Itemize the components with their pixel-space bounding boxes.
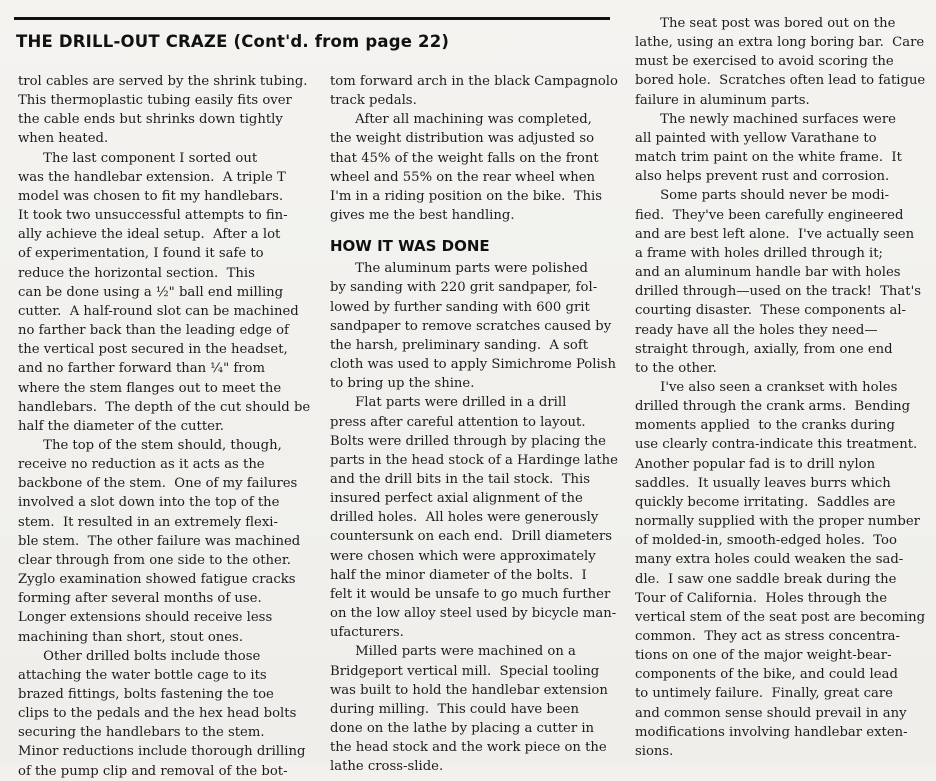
text-line: I've also seen a crankset with holes [635,379,898,395]
text-line: of molded-in, smooth-edged holes. Too [635,533,897,549]
text-line: stem. It resulted in an extremely flexi- [18,514,278,530]
text-line: a frame with holes drilled through it; [635,245,883,261]
text-line: the harsh, preliminary sanding. A soft [330,337,588,353]
text-line: Minor reductions include thorough drilling [18,744,306,760]
text-line: the cable ends but shrinks down tightly [18,112,283,128]
text-line: gives me the best handling. [330,208,515,224]
column-2-text-top [330,72,625,225]
text-line: and are best left alone. I've actually seen [635,226,915,242]
text-line: of the pump clip and removal of the bot- [18,763,288,779]
text-line: must be exercised to avoid scoring the [635,54,894,70]
text-line: can be done using a ½" ball end milling [18,284,284,300]
text-line: of experimentation, I found it safe to [18,246,264,262]
text-line: forming after several months of use. [18,591,262,607]
text-line: machining than short, stout ones. [18,629,244,645]
text-line: the weight distribution was adjusted so [330,131,595,147]
text-line: tom forward arch in the black Campagnolo [330,74,618,89]
text-line: It took two unsuccessful attempts to fin- [18,208,288,224]
text-line: on the low alloy steel used by bicycle man- [330,606,617,622]
text-line: were chosen which were approximately [330,548,596,564]
text-line: The aluminum parts were polished [330,261,588,277]
text-line: After all machining was completed, [330,112,592,128]
text-line: tions on one of the major weight-bear- [635,648,892,664]
text-line: involved a slot down into the top of the [18,495,280,511]
text-line: felt it would be unsafe to go much further [330,586,611,602]
text-line: This thermoplastic tubing easily fits over [18,93,292,109]
text-line: Other drilled bolts include those [18,648,261,664]
text-line: Another popular fad is to drill nylon [635,456,876,472]
text-line: The last component I sorted out [18,150,258,166]
text-line: match trim paint on the white frame. It [635,150,902,166]
text-line: The top of the stem should, though, [18,437,282,453]
text-line: lowed by further sanding with 600 grit [330,299,590,315]
text-line: modifications involving handlebar exten- [635,724,908,740]
text-line: backbone of the stem. One of my failures [18,476,298,492]
text-line: no farther back than the leading edge of [18,323,289,339]
text-line: normally supplied with the proper number [635,514,920,530]
text-line: common. They act as stress concentra- [635,629,900,644]
text-line: vertical stem of the seat post are becoming [635,609,926,625]
text-line: courting disaster. These components al- [635,303,907,319]
text-line: parts in the head stock of a Hardinge lathe [330,452,618,468]
text-line: drilled holes. All holes were generously [330,510,599,526]
text-line: attaching the water bottle cage to its [18,667,267,683]
text-column-1 [18,72,318,781]
text-line: Flat parts were drilled in a drill [330,395,567,411]
text-line: clips to the pedals and the hex head bolts [18,706,297,722]
text-line: clear through from one side to the other. [18,552,291,568]
text-line: that 45% of the weight falls on the front [330,150,599,166]
text-line: The seat post was bored out on the [635,16,896,31]
text-line: dle. I saw one saddle break during the [635,571,897,587]
text-line: was the handlebar extension. A triple T [18,169,286,185]
text-line: lathe cross-slide. [330,759,444,775]
text-line: ufacturers. [330,625,404,641]
text-line: drilled through the crank arms. Bending [635,399,911,415]
text-line: bored hole. Scratches often lead to fatigue [635,73,926,89]
text-line: cutter. A half-round slot can be machined [18,303,299,319]
text-line: components of the bike, and could lead [635,667,898,683]
text-line: Milled parts were machined on a [330,644,576,660]
text-line: all painted with yellow Varathane to [635,130,877,146]
text-line: quickly become irritating. Saddles are [635,494,896,510]
text-line: and the drill bits in the tail stock. This [330,471,591,487]
text-line: and common sense should prevail in any [635,705,907,721]
text-line: ready have all the holes they need— [635,322,878,338]
article-headline: THE DRILL-OUT CRAZE (Cont'd. from page 22) [16,32,450,51]
text-line: Zyglo examination showed fatigue cracks [18,572,296,588]
text-line: lathe, using an extra long boring bar. Care [635,35,925,51]
text-line: to the other. [635,360,717,376]
text-line: trol cables are served by the shrink tubing. [18,74,308,89]
text-line: to bring up the shine. [330,376,475,392]
text-line: handlebars. The depth of the cut should be [18,399,311,415]
text-line: wheel and 55% on the rear wheel when [330,169,596,185]
text-line: the head stock and the work piece on the [330,740,607,756]
text-line: use clearly contra-indicate this treatment. [635,437,918,453]
text-line: sions. [635,743,674,759]
text-line: ble stem. The other failure was machined [18,533,301,549]
text-line: fied. They've been carefully engineered [635,207,904,223]
text-line: done on the lathe by placing a cutter in [330,721,595,736]
text-line: and an aluminum handle bar with holes [635,265,901,281]
text-column-3 [635,14,931,761]
text-line: drilled through—used on the track! That's [635,284,921,300]
column-2-text-bottom [330,259,625,776]
text-line: Tour of California. Holes through the [635,590,888,606]
text-line: to untimely failure. Finally, great care [635,686,893,702]
text-line: The newly machined surfaces were [635,111,896,127]
text-line: sandpaper to remove scratches caused by [330,318,612,334]
text-line: insured perfect axial alignment of the [330,491,583,507]
text-line: Bridgeport vertical mill. Special tooling [330,663,600,679]
header-rule [14,17,610,20]
text-line: receive no reduction as it acts as the [18,457,265,473]
text-line: also helps prevent rust and corrosion. [635,169,890,185]
text-line: during milling. This could have been [330,701,579,717]
text-line: by sanding with 220 grit sandpaper, fol- [330,280,598,296]
text-line: press after careful attention to layout. [330,414,586,430]
text-line: brazed fittings, bolts fastening the toe [18,687,274,702]
text-line: countersunk on each end. Drill diameters [330,529,613,545]
text-line: saddles. It usually leaves burrs which [635,475,891,491]
text-line: where the stem flanges out to meet the [18,380,282,396]
text-line: cloth was used to apply Simichrome Polish [330,357,616,373]
section-subhead: HOW IT WAS DONE [330,237,490,256]
text-line: straight through, axially, from one end [635,341,893,357]
text-line: Bolts were drilled through by placing the [330,433,606,449]
text-line: Longer extensions should receive less [18,610,273,626]
text-line: failure in aluminum parts. [635,92,810,108]
text-column-2 [330,72,625,776]
text-line: half the minor diameter of the bolts. I [330,567,587,583]
text-line: model was chosen to fit my handlebars. [18,188,284,204]
text-line: securing the handlebars to the stem. [18,725,265,741]
text-line: when heated. [18,131,109,147]
text-line: many extra holes could weaken the sad- [635,552,904,568]
text-line: reduce the horizontal section. This [18,265,255,281]
text-line: ally achieve the ideal setup. After a lot [18,227,281,243]
text-line: the vertical post secured in the headset, [18,342,288,358]
text-line: I'm in a riding position on the bike. This [330,188,603,204]
text-line: was built to hold the handlebar extension [330,682,608,698]
text-line: and no farther forward than ¼" from [18,361,265,377]
text-line: moments applied to the cranks during [635,418,895,434]
text-line: Some parts should never be modi- [635,188,890,204]
text-line: half the diameter of the cutter. [18,418,224,434]
text-line: track pedals. [330,93,417,109]
